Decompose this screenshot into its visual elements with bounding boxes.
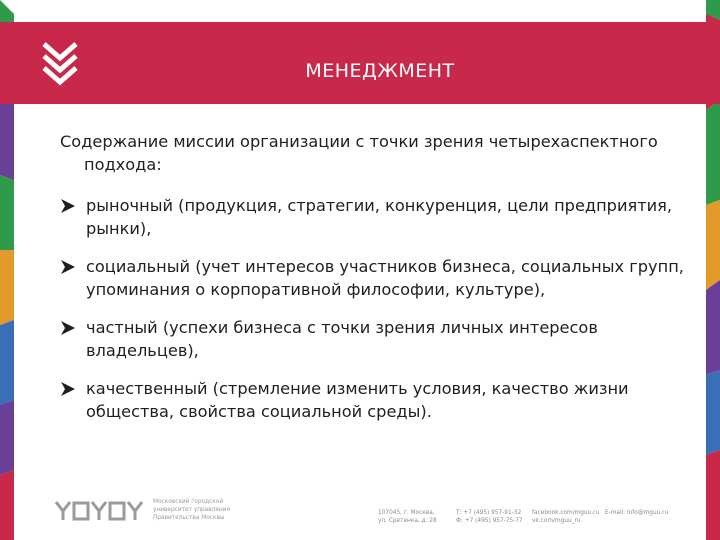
list-item [60,255,700,301]
item-detail: (стремление изменить условия, качество жизни общества, свойства социальной среды). [86,379,629,421]
item-term: качественный [86,379,208,398]
slide-content [60,130,700,438]
list-item [60,194,700,240]
footer-social-links[interactable]: facebook.com/mguu.ru vk.com/mguu_ru [532,510,600,524]
item-detail: (учет интересов участников бизнеса, социальных групп, упоминания о корпоративной философии, культуре), [86,257,684,299]
footer-address: 107045, г. Москва, ул. Сретенка, д. 28 [378,510,437,524]
footer [0,495,720,535]
item-term: частный [86,318,158,337]
footer-email[interactable]: E-mail: info@mguu.ru [605,510,669,516]
header-banner [0,22,720,104]
arrow-bullet-icon [60,259,76,275]
page-title: МЕНЕДЖМЕНТ [305,60,455,82]
item-detail: (успехи бизнеса с точки зрения личных интересов владельцев), [86,318,598,360]
arrow-bullet-icon [60,198,76,214]
logo-caption: Московский городской университет управления Правительства Москвы [153,499,230,521]
arrow-bullet-icon [60,320,76,336]
footer-phones: Т: +7 (495) 957-91-32 Ф: +7 (495) 957-75-77 [456,510,523,524]
arrow-bullet-icon [60,381,76,397]
item-detail: (продукция, стратегии, конкуренция, цели предприятия, рынки), [86,196,673,238]
list-item [60,316,700,362]
list-item [60,377,700,423]
university-logo-icon [54,500,144,522]
item-term: социальный [86,257,191,276]
intro-text: Содержание миссии организации с точки зрения четырехаспектного подхода: [60,132,658,174]
item-term: рыночный [86,196,173,215]
